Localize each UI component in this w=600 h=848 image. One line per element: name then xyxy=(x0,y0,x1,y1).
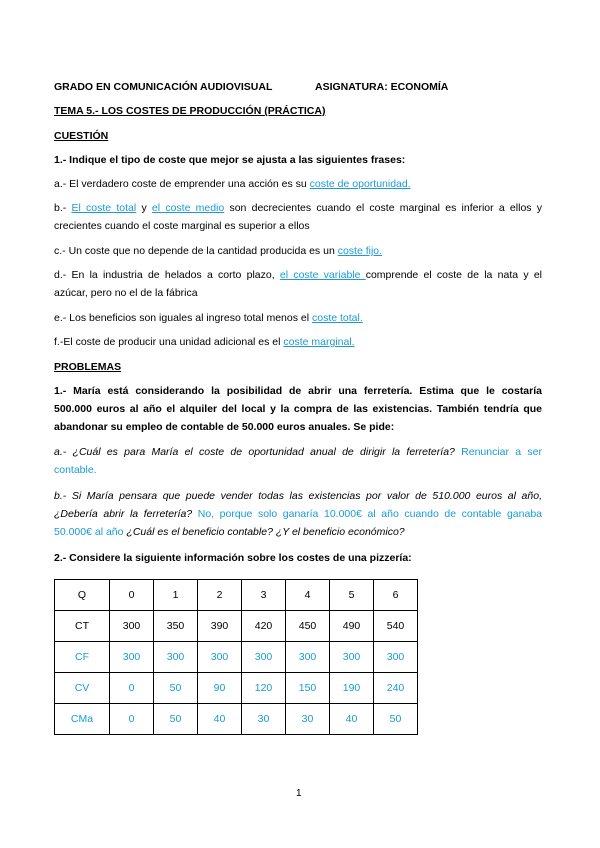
table-cell: 190 xyxy=(330,673,374,704)
question-b-line2: crecientes cuando el coste marginal es superior a ellos xyxy=(54,220,310,232)
table-cell: 240 xyxy=(374,673,418,704)
table-cell: 30 xyxy=(286,704,330,735)
table-cell: 300 xyxy=(330,642,374,673)
answer-e: coste total. xyxy=(311,312,363,324)
table-cell: 450 xyxy=(286,611,330,642)
problem1-answer-a: Renunciar a ser xyxy=(461,446,542,458)
cuestion-prompt: 1.- Indique el tipo de coste que mejor se ajusta a las siguientes frases: xyxy=(54,154,406,166)
problem1-line3: abandonar su empleo de contable de 50.000 euros anuales. Se pide: xyxy=(54,421,395,433)
problem2-prompt: 2.- Considere la siguiente información sobre los costes de una pizzería: xyxy=(54,552,412,564)
question-d xyxy=(54,268,542,282)
table-row-label: CT xyxy=(55,611,110,642)
table-row-label: CV xyxy=(55,673,110,704)
cuestion-heading: CUESTIÓN xyxy=(54,130,109,142)
table-cell: 40 xyxy=(198,704,242,735)
table-row-label: CMa xyxy=(55,704,110,735)
table-cell: 300 xyxy=(198,642,242,673)
table-cell: 50 xyxy=(154,704,198,735)
problem1-answer-a-cont: contable. xyxy=(54,464,97,476)
problem1-question-b-rest: ¿Cuál es el beneficio contable? ¿Y el beneficio económico? xyxy=(123,526,405,538)
answer-c: coste fijo. xyxy=(337,245,383,257)
question-d-text: d.- En la industria de helados a corto plazo, xyxy=(54,269,280,281)
question-d-line2: azúcar, pero no el de la fábrica xyxy=(54,287,198,299)
answer-b2: el coste medio xyxy=(151,202,225,214)
question-b-prefix: b.- xyxy=(54,202,72,214)
costs-table-body xyxy=(55,580,418,735)
question-b-mid: y xyxy=(136,202,152,214)
table-row xyxy=(55,673,418,704)
table-cell: 5 xyxy=(330,580,374,611)
table-cell: 50 xyxy=(154,673,198,704)
problemas-heading: PROBLEMAS xyxy=(54,361,122,373)
answer-a: coste de oportunidad. xyxy=(309,178,411,190)
table-cell: 6 xyxy=(374,580,418,611)
degree-label: GRADO EN COMUNICACIÓN AUDIOVISUAL xyxy=(54,81,273,93)
costs-table xyxy=(54,579,418,735)
question-a-text: a.- El verdadero coste de emprender una acción es su xyxy=(54,178,310,190)
page-number: 1 xyxy=(296,788,302,799)
table-cell: 2 xyxy=(198,580,242,611)
question-a xyxy=(54,177,542,191)
table-row-label: CF xyxy=(55,642,110,673)
table-cell: 0 xyxy=(110,673,154,704)
table-row xyxy=(55,704,418,735)
problem1-line1: 1.- María está considerando la posibilidad de abrir una ferretería. Estima que le costaría xyxy=(54,385,542,397)
answer-f: coste marginal. xyxy=(283,336,355,348)
question-d-rest: comprende el coste de la nata y el xyxy=(365,269,543,281)
question-c-text: c.- Un coste que no depende de la cantidad producida es un xyxy=(54,245,338,257)
question-b-rest: son decrecientes cuando el coste marginal es inferior a ellos y xyxy=(224,202,543,214)
header-line xyxy=(54,80,542,94)
question-f xyxy=(54,335,542,349)
table-cell: 300 xyxy=(110,611,154,642)
table-cell: 420 xyxy=(242,611,286,642)
table-cell: 300 xyxy=(110,642,154,673)
answer-d: el coste variable xyxy=(279,269,366,281)
table-cell: 3 xyxy=(242,580,286,611)
table-cell: 0 xyxy=(110,580,154,611)
table-cell: 540 xyxy=(374,611,418,642)
table-cell: 490 xyxy=(330,611,374,642)
table-cell: 300 xyxy=(286,642,330,673)
table-row xyxy=(55,611,418,642)
table-cell: 90 xyxy=(198,673,242,704)
table-cell: 0 xyxy=(110,704,154,735)
table-cell: 150 xyxy=(286,673,330,704)
problem1-question-b-q: ¿Debería abrir la ferretería? xyxy=(54,508,193,520)
problem1-answer-b: No, porque solo ganaría 10.000€ al año cuando de contable ganaba xyxy=(197,508,542,520)
table-row xyxy=(55,580,418,611)
table-cell: 1 xyxy=(154,580,198,611)
problem1-question-a xyxy=(54,445,542,459)
question-b xyxy=(54,201,542,215)
table-cell: 300 xyxy=(242,642,286,673)
question-c xyxy=(54,244,542,258)
table-row xyxy=(55,642,418,673)
topic-title: TEMA 5.- LOS COSTES DE PRODUCCIÓN (PRÁCTICA) xyxy=(54,105,326,117)
problem1-question-b-line1: b.- Si María pensara que puede vender todas las existencias por valor de 510.000 euros al año, xyxy=(54,490,542,502)
subject-label: ASIGNATURA: xyxy=(315,81,391,93)
question-e xyxy=(54,311,542,325)
problem1-answer-b-cont: 50.000€ al año xyxy=(54,526,124,538)
question-f-text: f.-El coste de producir una unidad adicional es el xyxy=(54,336,284,348)
subject-value: ECONOMÍA xyxy=(390,81,449,93)
table-cell: 300 xyxy=(154,642,198,673)
question-e-text: e.- Los beneficios son iguales al ingreso total menos el xyxy=(54,312,312,324)
table-cell: 300 xyxy=(374,642,418,673)
table-row-label: Q xyxy=(55,580,110,611)
table-cell: 40 xyxy=(330,704,374,735)
table-cell: 350 xyxy=(154,611,198,642)
table-cell: 4 xyxy=(286,580,330,611)
table-cell: 50 xyxy=(374,704,418,735)
problem1-question-a-text: a.- ¿Cuál es para María el coste de oportunidad anual de dirigir la ferretería? xyxy=(54,446,455,458)
subject-heading xyxy=(315,80,448,94)
table-cell: 120 xyxy=(242,673,286,704)
table-cell: 30 xyxy=(242,704,286,735)
problem1-question-b-line2 xyxy=(54,507,542,521)
answer-b1: El coste total xyxy=(71,202,137,214)
table-cell: 390 xyxy=(198,611,242,642)
problem1-question-b-line3 xyxy=(54,525,542,539)
problem1-line2: 500.000 euros al año el alquiler del local y la compra de las existencias. También tendría que xyxy=(54,403,542,415)
